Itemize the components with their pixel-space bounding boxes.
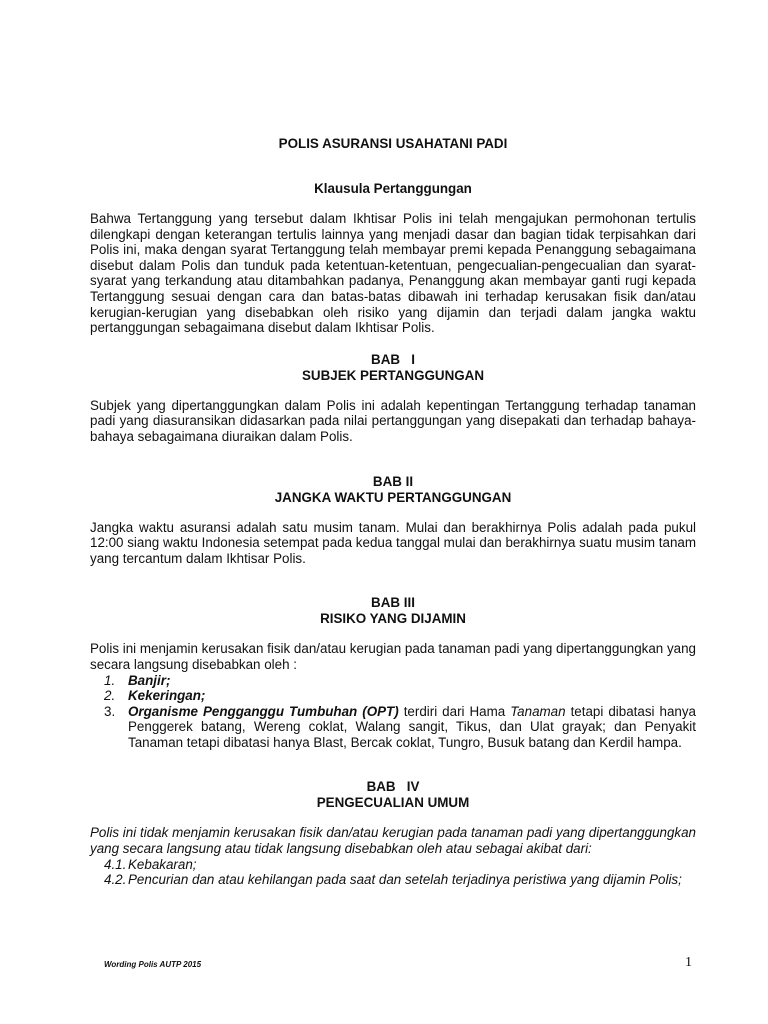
footer-label: Wording Polis AUTP 2015 [104, 960, 202, 969]
document-body [90, 136, 696, 888]
list-item-text: tetapi dibatasi hanya Penggerek batang, Wereng coklat, Walang sangit, Tikus, dan Ulat grayak; dan Penyakit Tanaman tetapi dibatasi hanya Blast, Bercak coklat, Tungro, Busuk batang dan Kerdil hampa. [128, 703, 696, 750]
list-item-number: 3. [104, 703, 116, 719]
list-item [90, 872, 696, 888]
list-item [90, 688, 696, 704]
bab-3-label: BAB III [371, 595, 415, 611]
bab-2-label: BAB II [372, 473, 414, 489]
bab-3-title: RISIKO YANG DIJAMIN [320, 611, 466, 627]
list-item [90, 857, 696, 873]
bab-1-label: BAB I [371, 351, 415, 367]
page-number: 1 [685, 955, 692, 970]
list-item-term: Banjir; [128, 672, 171, 688]
bab-2-paragraph: Jangka waktu asuransi adalah satu musim tanam. Mulai dan berakhirnya Polis adalah pada pukul 12:00 siang waktu Indonesia setempat pada kedua tanggal mulai dan berakhirnya suatu musim tanam yang tercantum dalam Ikhtisar Polis. [90, 519, 696, 566]
bab-4-label: BAB IV [366, 779, 420, 795]
list-item-number: 4.2. [104, 872, 127, 888]
list-item-text-italic: Tanaman [510, 703, 566, 719]
list-item-number: 1. [104, 672, 116, 688]
bab-3-paragraph: Polis ini menjamin kerusakan fisik dan/atau kerugian pada tanaman padi yang dipertanggungkan yang secara langsung disebabkan oleh : [90, 641, 696, 672]
bab-4-heading [90, 779, 696, 811]
bab-1-heading [90, 352, 696, 384]
exclusion-list [90, 857, 696, 888]
list-item [90, 704, 696, 751]
bab-3-heading [90, 595, 696, 627]
risk-list [90, 673, 696, 751]
list-item-number: 2. [104, 688, 116, 704]
bab-2-title: JANGKA WAKTU PERTANGGUNGAN [274, 489, 512, 505]
bab-4-title: PENGECUALIAN UMUM [316, 795, 470, 811]
bab-1-paragraph: Subjek yang dipertanggungkan dalam Polis ini adalah kepentingan Tertanggung terhadap tanaman padi yang diasuransikan didasarkan pada nilai pertanggungan yang disepakati dan terhadap bahaya-bahaya sebagaimana diuraikan dalam Polis. [90, 397, 696, 444]
clause-title: Klausula Pertanggungan [314, 181, 472, 196]
list-item-text: terdiri dari Hama [398, 703, 511, 719]
list-item-text: Kebakaran; [128, 856, 197, 872]
list-item-term: Kekeringan; [128, 688, 206, 704]
bab-2-heading [90, 474, 696, 506]
document-title: POLIS ASURANSI USAHATANI PADI [278, 136, 508, 151]
list-item [90, 673, 696, 689]
intro-paragraph: Bahwa Tertanggung yang tersebut dalam Ikhtisar Polis ini telah mengajukan permohonan tertulis dilengkapi dengan keterangan tertulis lainnya yang menjadi dasar dan bagian tidak terpisahkan dari Polis ini, maka dengan syarat Tertanggung telah membayar premi kepada Penanggung sebagaimana disebut dalam Polis dan tunduk pada ketentuan-ketentuan, pengecualian-pengecualian dan syarat-syarat yang terkandung atau ditambahkan padanya, Penanggung akan membayar ganti rugi kepada Tertanggung sesuai dengan cara dan batas-batas dibawah ini terhadap kerusakan fisik dan/atau kerugian-kerugian yang disebabkan oleh risiko yang dijamin dan terjadi dalam jangka waktu pertanggungan sebagaimana disebut dalam Ikhtisar Polis. [90, 211, 696, 336]
bab-1-title: SUBJEK PERTANGGUNGAN [301, 367, 485, 383]
list-item-number: 4.1. [104, 856, 127, 872]
list-item-text: Pencurian dan atau kehilangan pada saat dan setelah terjadinya peristiwa yang dijamin Polis; [128, 872, 682, 888]
list-item-term: Organisme Pengganggu Tumbuhan (OPT) [128, 703, 399, 719]
bab-4-paragraph: Polis ini tidak menjamin kerusakan fisik dan/atau kerugian pada tanaman padi yang dipertanggungkan yang secara langsung atau tidak langsung disebabkan oleh atau sebagai akibat dari: [90, 825, 696, 857]
